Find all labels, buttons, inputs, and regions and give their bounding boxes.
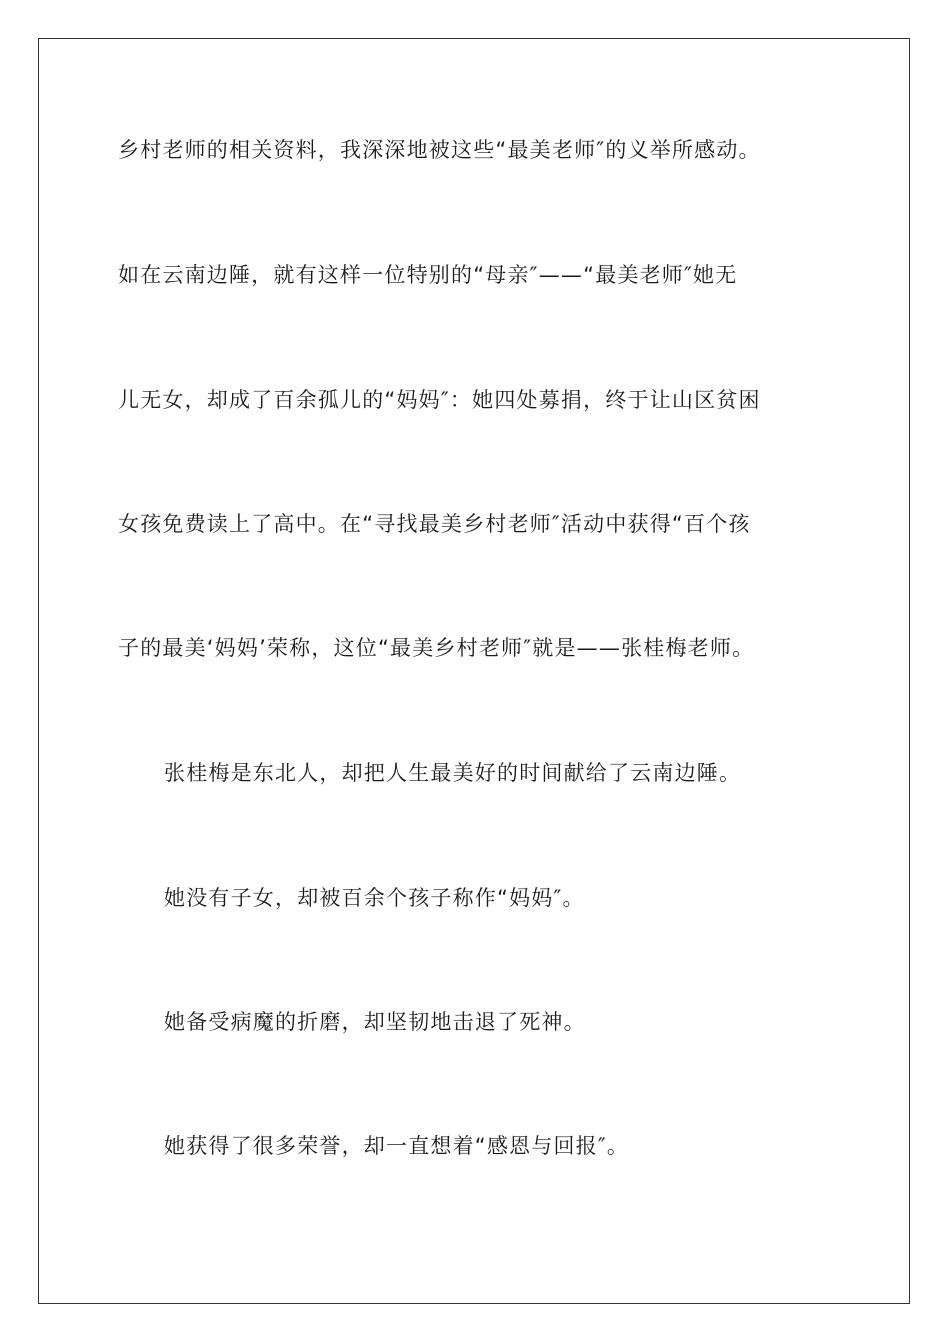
page-border (38, 38, 910, 1304)
paragraph-line: 她备受病魔的折磨，却坚韧地击退了死神。 (164, 1010, 586, 1034)
paragraph-line: 张桂梅是东北人，却把人生最美好的时间献给了云南边陲。 (164, 761, 742, 785)
paragraph-line: 她获得了很多荣誉，却一直想着“感恩与回报″。 (164, 1134, 630, 1158)
paragraph-line: 乡村老师的相关资料，我深深地被这些“最美老师″的义举所感动。 (118, 138, 761, 162)
paragraph-line: 她没有子女，却被百余个孩子称作“妈妈″。 (164, 886, 585, 910)
paragraph-line: 如在云南边陲，就有这样一位特别的“母亲″——“最美老师″她无 (118, 263, 738, 287)
paragraph-line: 子的最美‘妈妈’荣称，这位“最美乡村老师″就是——张桂梅老师。 (118, 636, 755, 660)
paragraph-line: 儿无女，却成了百余孤儿的“妈妈″：她四处募捐，终于让山区贫困 (118, 388, 761, 412)
paragraph-line: 女孩免费读上了高中。在“寻找最美乡村老师″活动中获得“百个孩 (118, 512, 751, 536)
